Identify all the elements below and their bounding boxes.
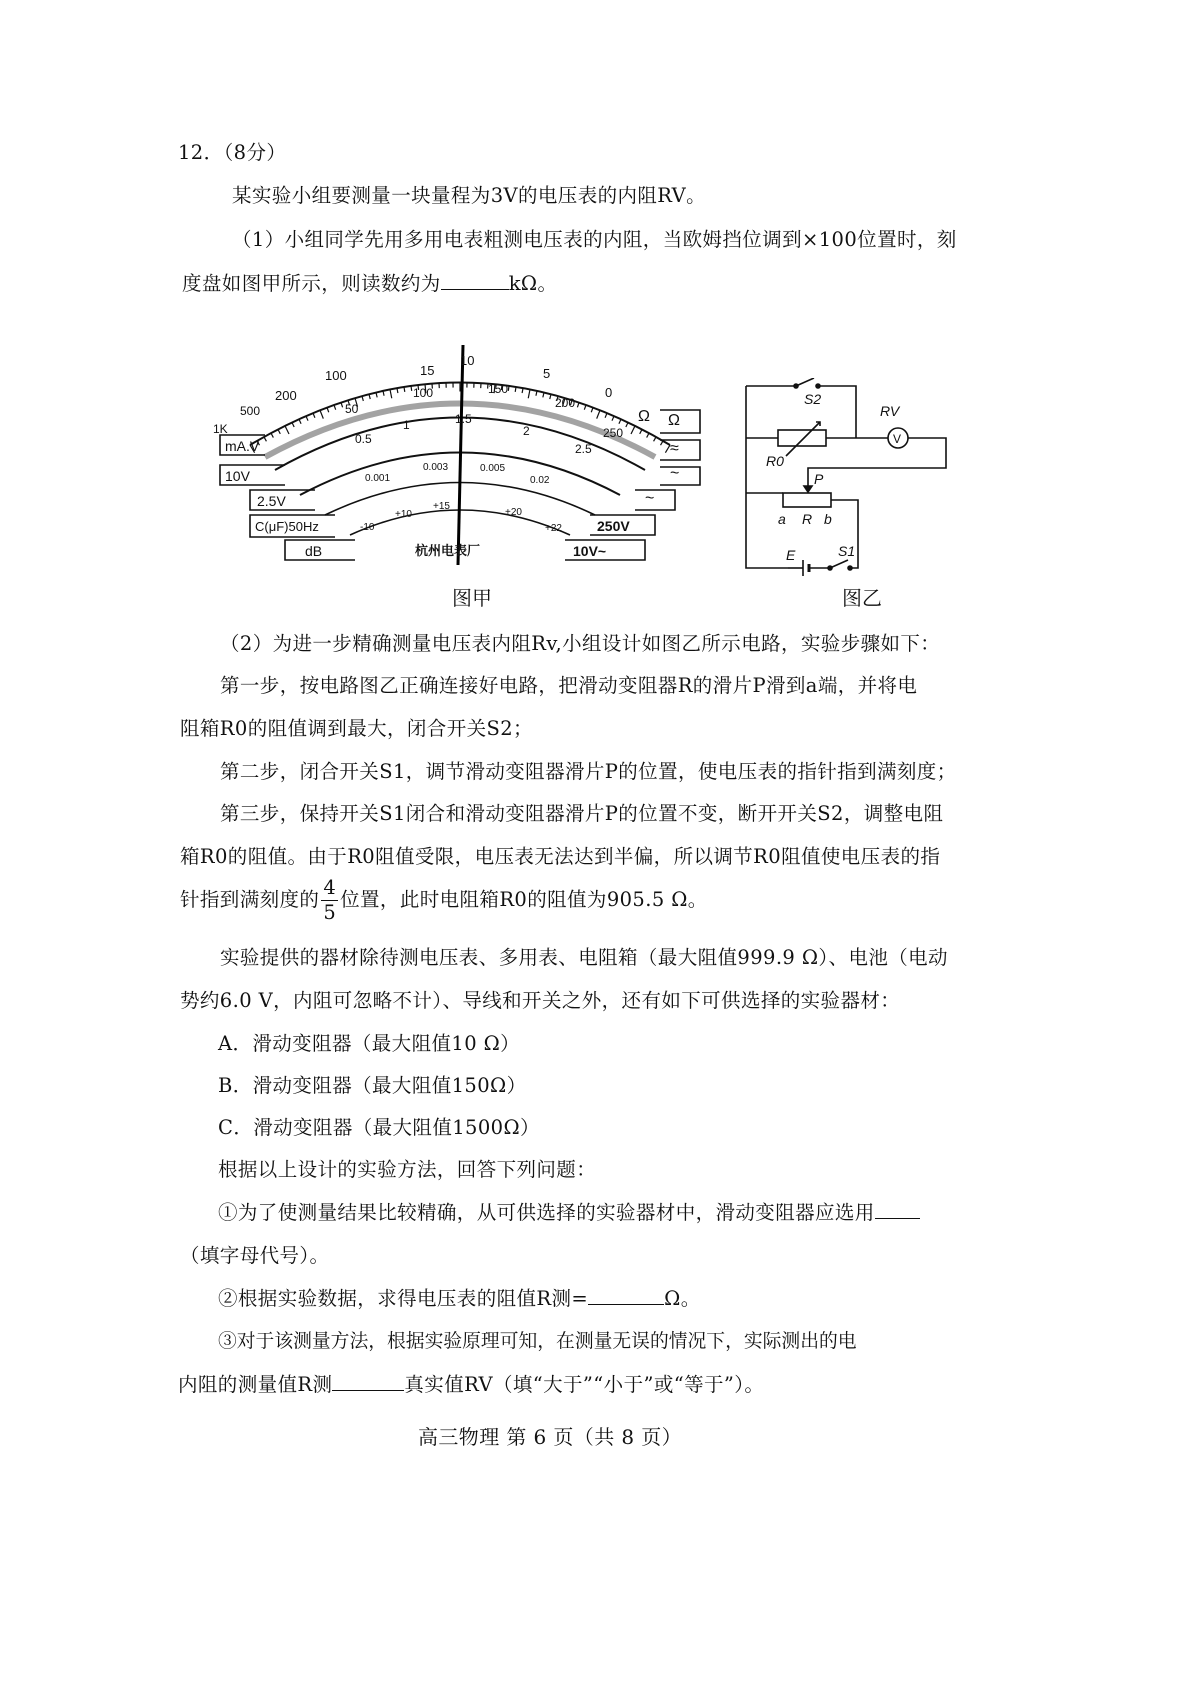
fraction-four-fifths: $\frac{4}{5}$ [323, 876, 337, 924]
svg-text:+10: +10 [395, 509, 412, 520]
step3-text-cont: 箱R0的阻值。由于R0阻值受限，电压表无法达到半偏，所以调节R0阻值使电压表的指 [180, 845, 941, 868]
svg-text:a: a [778, 511, 786, 527]
svg-text:250V: 250V [597, 518, 630, 534]
svg-text:R0: R0 [766, 453, 784, 469]
svg-text:0: 0 [605, 385, 613, 400]
svg-text:10: 10 [460, 353, 475, 368]
sub-question-1: ①为了使测量结果比较精确，从可供选择的实验器材中，滑动变阻器应选用 [218, 1199, 920, 1227]
svg-text:~: ~ [670, 465, 680, 482]
svg-text:1: 1 [403, 418, 410, 432]
pointer-needle [458, 345, 463, 565]
equipment-text: 实验提供的器材除待测电压表、多用表、电阻箱（最大阻值999.9 Ω）、电池（电动 [220, 946, 948, 969]
option-b: B．滑动变阻器（最大阻值150Ω） [218, 1074, 527, 1097]
svg-text:+15: +15 [433, 501, 450, 512]
svg-text:1.5: 1.5 [455, 412, 472, 426]
svg-text:200: 200 [275, 388, 297, 403]
circuit-diagram-figure [738, 378, 958, 578]
svg-text:Ω: Ω [668, 412, 680, 429]
svg-text:250: 250 [603, 426, 624, 440]
svg-text:15: 15 [420, 363, 435, 378]
dial-tick [584, 405, 586, 410]
dial-tick [605, 413, 607, 418]
step3-text: 第三步，保持开关S1闭合和滑动变阻器滑片P的位置不变，断开开关S2，调整电阻 [220, 802, 944, 825]
svg-text:+20: +20 [505, 507, 522, 518]
svg-text:50: 50 [345, 402, 359, 416]
dial-tick [626, 423, 628, 428]
svg-text:10V~: 10V~ [573, 543, 607, 559]
answer-blank-3[interactable] [588, 1286, 664, 1305]
question-intro: 某实验小组要测量一块量程为3V的电压表的内阻RV。 [232, 184, 707, 207]
dial-tick [292, 423, 294, 428]
multimeter-dial-figure [205, 325, 705, 575]
dial-tick [327, 408, 329, 413]
step1-text: 第一步，按电路图乙正确连接好电路，把滑动变阻器R的滑片P滑到a端，并将电 [220, 674, 918, 697]
svg-text:2.5: 2.5 [575, 442, 592, 456]
svg-text:200: 200 [555, 396, 576, 410]
part2-text: （2）为进一步精确测量电压表内阻Rv,小组设计如图乙所示电路，实验步骤如下： [220, 632, 941, 655]
svg-text:b: b [824, 511, 832, 527]
svg-text:P: P [814, 471, 824, 487]
dial-tick [631, 426, 635, 434]
dial-tick [647, 433, 649, 437]
svg-text:Ω: Ω [638, 408, 650, 425]
dial-tick [597, 410, 600, 418]
equipment-text-cont: 势约6.0 V，内阻可忽略不计）、导线和开关之外，还有如下可供选择的实验器材： [180, 989, 901, 1012]
dial-tick [313, 413, 315, 418]
dial-tick [528, 389, 530, 398]
dial-tick [278, 429, 280, 433]
part1-text-cont: 度盘如图甲所示，则读数约为 kΩ。 [182, 272, 558, 295]
svg-text:RV: RV [880, 403, 900, 419]
svg-text:R: R [802, 511, 813, 527]
answer-blank-1[interactable] [441, 271, 509, 290]
part1-text: （1）小组同学先用多用电表粗测电压表的内阻，当欧姆挡位调到×100位置时，刻 [232, 228, 957, 251]
svg-text:150: 150 [488, 382, 509, 396]
dial-tick [264, 437, 266, 441]
svg-text:100: 100 [413, 386, 434, 400]
svg-text:5: 5 [543, 366, 551, 381]
svg-text:0.005: 0.005 [480, 463, 506, 474]
dial-tick [640, 429, 642, 433]
option-c: C．滑动变阻器（最大阻值1500Ω） [218, 1116, 540, 1139]
dial-tick [334, 405, 336, 410]
svg-text:1K: 1K [213, 422, 228, 436]
dial-tick [591, 408, 593, 413]
svg-text:dB: dB [305, 543, 323, 559]
dial-tick [411, 386, 412, 391]
svg-text:+22: +22 [545, 523, 562, 534]
dial-tick [341, 403, 343, 408]
svg-text:C(μF)50Hz: C(μF)50Hz [255, 519, 319, 534]
dial-tick [404, 387, 405, 392]
figure-yi-caption: 图乙 [842, 586, 882, 610]
dial-tick [515, 387, 516, 392]
dial-tick [577, 403, 579, 408]
answer-intro: 根据以上设计的实验方法，回答下列问题： [218, 1158, 597, 1181]
dial-tick [612, 416, 614, 421]
svg-text:0.5: 0.5 [355, 432, 372, 446]
sub-question-3: ③对于该测量方法，根据实验原理可知，在测量无误的情况下，实际测出的电 [218, 1331, 857, 1352]
svg-text:-10: -10 [360, 522, 375, 533]
figure-jia-caption: 图甲 [452, 586, 492, 610]
svg-text:~: ~ [645, 490, 655, 507]
svg-text:E: E [786, 547, 796, 563]
svg-text:V: V [893, 432, 902, 446]
dial-tick [390, 389, 392, 398]
svg-text:0.003: 0.003 [423, 462, 449, 473]
svg-text:≈: ≈ [670, 440, 679, 457]
step2-text: 第二步，闭合开关S1，调节滑动变阻器滑片P的位置，使电压表的指针指到满刻度； [220, 760, 957, 783]
step1-text-cont: 阻箱R0的阻值调到最大，闭合开关S2； [180, 717, 533, 740]
sub-question-2: ②根据实验数据，求得电压表的阻值R测= Ω。 [218, 1287, 701, 1310]
answer-blank-2[interactable] [875, 1200, 920, 1219]
dial-tick [271, 433, 273, 437]
svg-text:500: 500 [240, 404, 261, 418]
question-number: 12．（8分） [178, 141, 287, 164]
svg-text:100: 100 [325, 368, 347, 383]
svg-text:杭州电表厂: 杭州电表厂 [415, 543, 481, 558]
page-footer: 高三物理 第 6 页（共 8 页） [418, 1425, 683, 1449]
svg-text:2.5V: 2.5V [257, 493, 286, 509]
dial-tick [320, 410, 323, 418]
answer-blank-4[interactable] [332, 1372, 404, 1391]
dial-tick [299, 419, 301, 424]
dial-tick [661, 441, 663, 445]
dial-tick [619, 419, 621, 424]
sub-question-1-cont: （填字母代号）。 [180, 1244, 330, 1267]
svg-text:0.001: 0.001 [365, 473, 391, 484]
svg-text:mA.V: mA.V [225, 438, 260, 454]
svg-text:S1: S1 [838, 543, 856, 559]
svg-text:0.02: 0.02 [530, 475, 550, 486]
dial-tick [306, 416, 308, 421]
dial-tick [654, 437, 656, 441]
sub-question-3-cont: 内阻的测量值R测 真实值RV（填“大于”“小于”或“等于”）。 [178, 1373, 765, 1396]
svg-text:10V: 10V [225, 468, 250, 484]
svg-text:2: 2 [523, 424, 530, 438]
svg-text:S2: S2 [804, 391, 822, 407]
step3-text-fraction-line: 针指到满刻度的 $\frac{4}{5}$ 位置，此时电阻箱R0的阻值为905.5 Ω。 [180, 876, 708, 924]
dial-tick [285, 426, 289, 434]
option-a: A．滑动变阻器（最大阻值10 Ω） [218, 1032, 521, 1055]
dial-tick [508, 386, 509, 391]
